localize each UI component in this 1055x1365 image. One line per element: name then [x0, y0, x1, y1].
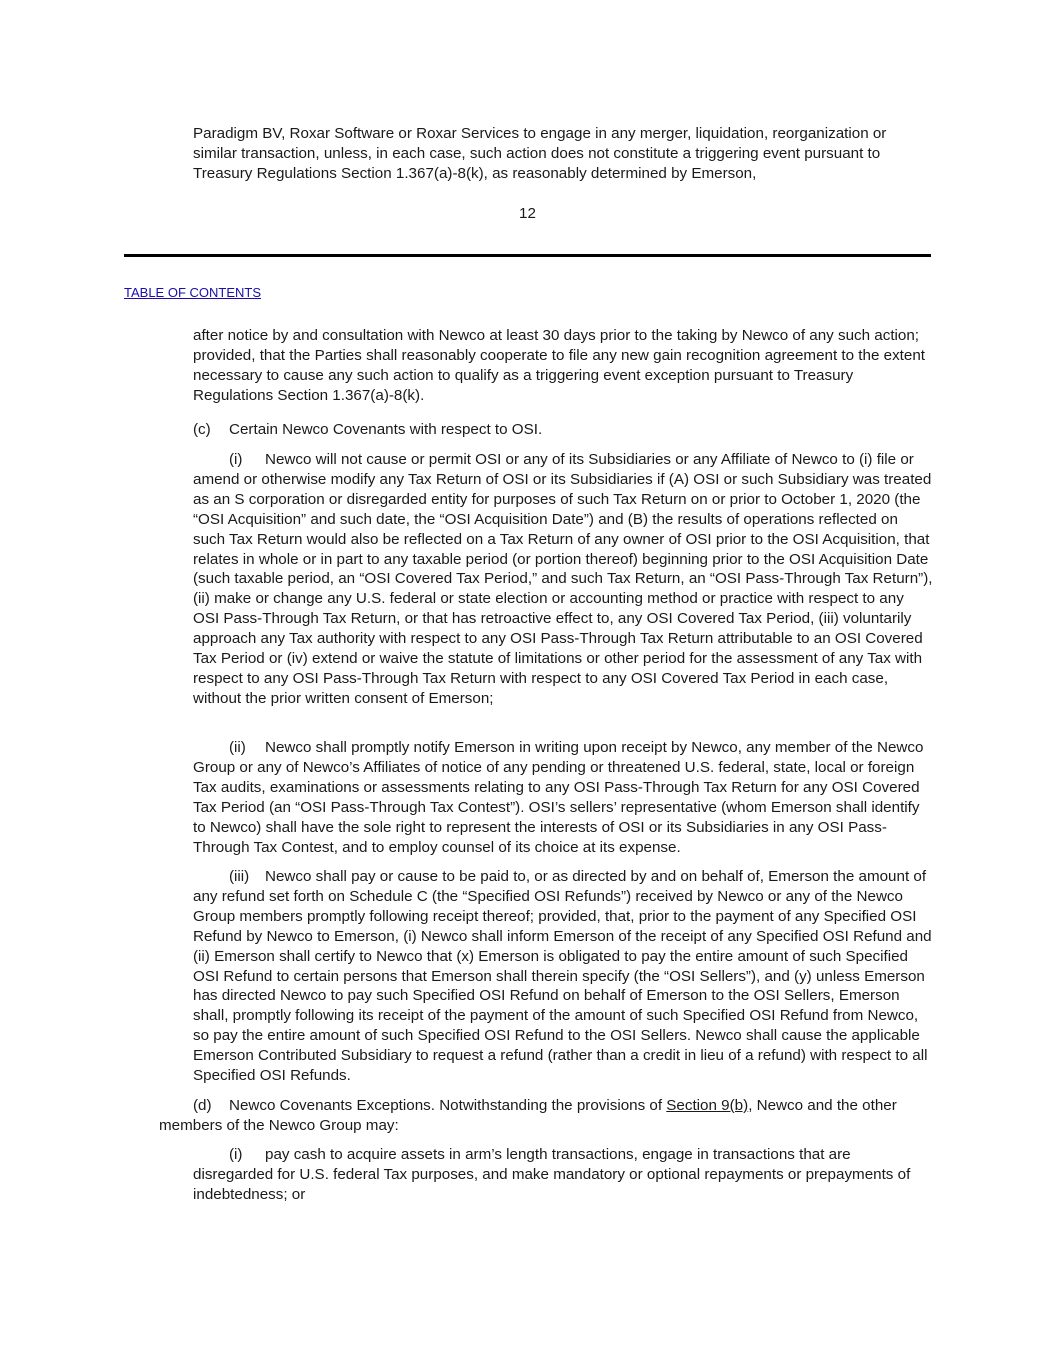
- section-c-i: [193, 450, 933, 709]
- section-c-iii: [193, 867, 933, 1086]
- section-9b-link[interactable]: Section 9(b): [666, 1097, 749, 1114]
- table-of-contents-link[interactable]: TABLE OF CONTENTS: [124, 285, 261, 300]
- section-c-label: (c): [193, 421, 211, 438]
- section-c-text: Certain Newco Covenants with respect to OSI.: [229, 421, 543, 438]
- section-c-i-label: (i): [229, 451, 243, 468]
- section-d-i-label: (i): [229, 1146, 243, 1163]
- section-d-i-text: pay cash to acquire assets in arm’s length transactions, engage in transactions that are disregarded for U.S. federal Tax purposes, and make mandatory or optional repayments or prepayments of indebtedness; or: [193, 1146, 911, 1203]
- section-c-ii-text: Newco shall promptly notify Emerson in writing upon receipt by Newco, any member of the Newco Group or any of Newco’s Affiliates of notice of any pending or threatened U.S. federal, state, local or foreign Tax audits, examinations or assessments relating to any OSI Pass-Through Tax Return for any OSI Covered Tax Period (an “OSI Pass-Through Tax Contest”). OSI’s sellers’ representative (whom Emerson shall identify to Newco) shall have the sole right to represent the interests of OSI or its Subsidiaries in any OSI Pass-Through Tax Contest, and to employ counsel of its choice at its expense.: [193, 739, 924, 856]
- page-divider: [124, 254, 931, 257]
- section-c-ii: [193, 738, 933, 857]
- top-paragraph: Paradigm BV, Roxar Software or Roxar Services to engage in any merger, liquidation, reorganization or similar transaction, unless, in each case, such action does not constitute a triggering event pursuant to Treasury Regulations Section 1.367(a)-8(k), as reasonably determined by Emerson,: [193, 125, 887, 182]
- section-c-ii-label: (ii): [229, 739, 246, 756]
- section-d-i: [193, 1145, 933, 1205]
- section-d-text-after: , Newco and the other members of the Newco Group may:: [159, 1097, 897, 1134]
- section-d: [159, 1096, 933, 1136]
- section-d-text-before: Newco Covenants Exceptions. Notwithstanding the provisions of: [229, 1097, 667, 1114]
- section-d-label: (d): [193, 1097, 212, 1114]
- page-number: 12: [519, 205, 536, 222]
- section-c-iii-text: Newco shall pay or cause to be paid to, or as directed by and on behalf of, Emerson the amount of any refund set forth on Schedule C (the “Specified OSI Refunds”) received by Newco or any of the Newco Group members promptly following receipt thereof; provided, that, prior to the payment of any Specified OSI Refund by Newco to Emerson, (i) Newco shall inform Emerson of the receipt of any Specified OSI Refund and (ii) Emerson shall certify to Newco that (x) Emerson is obligated to pay the entire amount of such Specified OSI Refund to certain persons that Emerson shall therein specify (the “OSI Sellers”), and (y) unless Emerson has directed Newco to pay such Specified OSI Refund on behalf of Emerson to the OSI Sellers, Emerson shall, promptly following its receipt of the payment of the amount of such Specified OSI Refund from Newco, so pay the entire amount of such Specified OSI Refund to the OSI Sellers. Newco shall cause the applicable Emerson Contributed Subsidiary to request a refund (rather than a credit in lieu of a refund) with respect to all Specified OSI Refunds.: [193, 868, 932, 1085]
- section-c-iii-label: (iii): [229, 868, 250, 885]
- continuation-paragraph: after notice by and consultation with Newco at least 30 days prior to the taking by Newco of any such action; provided, that the Parties shall reasonably cooperate to file any new gain recognition agreement to the extent necessary to cause any such action to qualify as a triggering event exception pursuant to Treasury Regulations Section 1.367(a)-8(k).: [193, 327, 925, 404]
- section-c-heading: [193, 420, 933, 440]
- section-c-i-text: Newco will not cause or permit OSI or any of its Subsidiaries or any Affiliate of Newco to (i) file or amend or otherwise modify any Tax Return of OSI or its Subsidiaries if (A) OSI or such Subsidiary was treated as an S corporation or disregarded entity for purposes of such Tax Return on or prior to October 1, 2020 (the “OSI Acquisition” and such date, the “OSI Acquisition Date”) and (B) the results of operations reflected on such Tax Return would also be reflected on a Tax Return of any owner of OSI prior to the OSI Acquisition, that relates in whole or in part to any taxable period (or portion thereof) beginning prior to the OSI Acquisition Date (such taxable period, an “OSI Covered Tax Period,” and such Tax Return, an “OSI Pass-Through Tax Return”), (ii) make or change any U.S. federal or state election or accounting method or practice with respect to any OSI Pass-Through Tax Return, or that has retroactive effect to, any OSI Covered Tax Period, (iii) voluntarily approach any Tax authority with respect to any OSI Pass-Through Tax Return attributable to an OSI Covered Tax Period or (iv) extend or waive the statute of limitations or other period for the assessment of any Tax with respect to any OSI Pass-Through Tax Return with respect to any OSI Covered Tax Period in each case, without the prior written consent of Emerson;: [193, 451, 933, 707]
